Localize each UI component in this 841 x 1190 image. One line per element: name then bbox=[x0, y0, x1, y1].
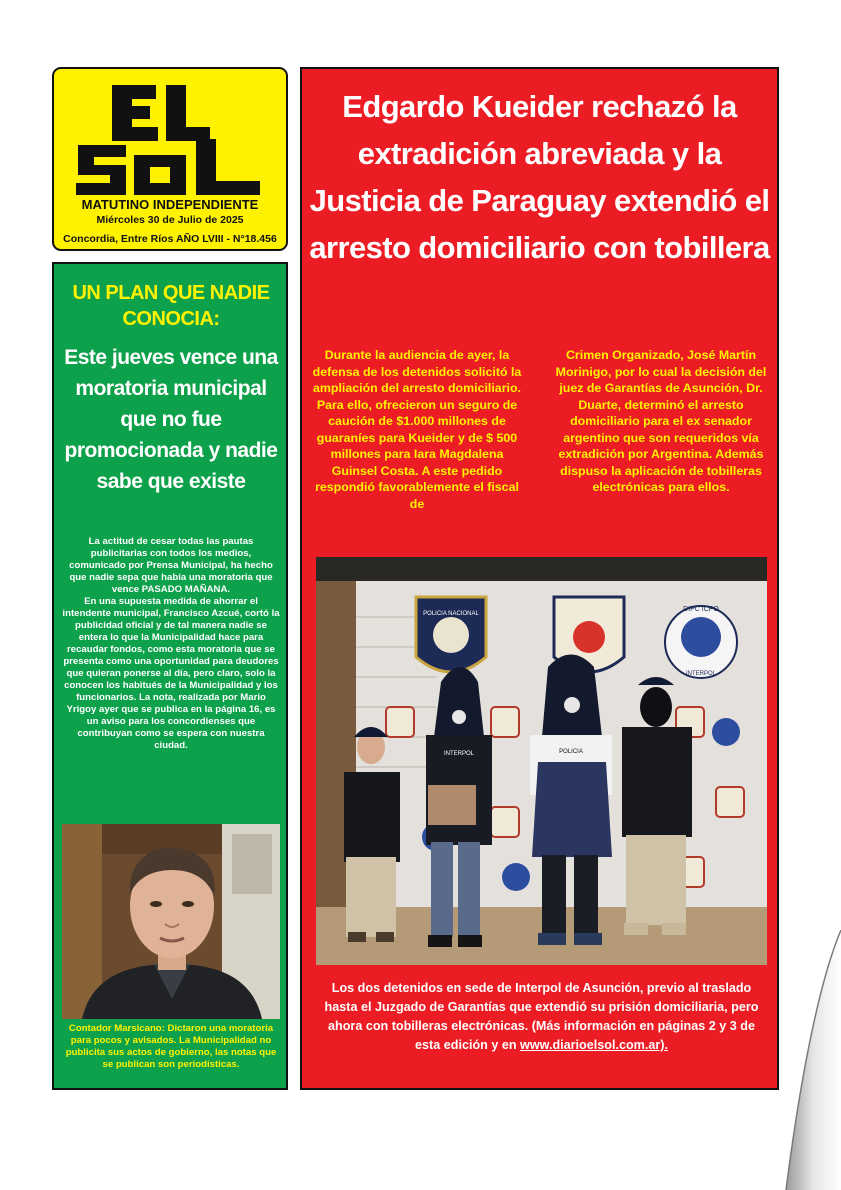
police-seal bbox=[416, 597, 486, 672]
photo-caption-text: Los dos detenidos en sede de Interpol de Asunción, previo al traslado hasta el Juzgado de Garantías que extendió su prisión domiciliaria, pero ahora con tobilleras electrónicas. (Más información en páginas 2 y 3 de esta edición y en bbox=[324, 981, 759, 1052]
sidebar-kicker: UN PLAN QUE NADIE CONOCIA: bbox=[72, 282, 270, 330]
masthead bbox=[52, 67, 288, 251]
website-link[interactable]: www.diarioelsol.com.ar). bbox=[520, 1038, 668, 1052]
sidebar-body-paragraph: En una supuesta medida de ahorrar el intendente municipal, Francisco Azcué, cortó la publicidad oficial y de tal manera nadie se entera lo que la Municipalidad hace para recaudar fondos, como esta moratoria que se presenta como una oportunidad para deudores que quieran ponerse al día, pero claro, solo la conocen los habitués de la Municipalidad y los funcionarios. La nota, realizada por Mario Yrigoy ayer que se publica en la página 16, es un aviso para los concordienses que contribuyan como se espera con nuestra ciudad. bbox=[62, 596, 280, 751]
main-body-column-1: Durante la audiencia de ayer, la defensa de los detenidos solicitó la ampliación del arresto domiciliario. Para ello, ofrecieron un seguro de caución de $1.000 millones de guaraníes para Kueider y de $ 500 millones para Iara Magdalena Guinsel Costa. A este pedido respondió favorablemente el fiscal de bbox=[312, 348, 522, 511]
interpol-detainees-photo bbox=[316, 557, 767, 965]
main-body-column-2: Crimen Organizado, José Martín Morinigo, por lo cual la decisión del juez de Garantías de Asunción, Dr. Duarte, determinó el arresto domiciliario para el ex senador argentino que son requeridos vía extradición por Argentina. Además dispuso la aplicación de tobilleras electrónicas para ellos. bbox=[555, 348, 767, 494]
jacket-police-label: POLICIA bbox=[559, 749, 583, 755]
main-story bbox=[300, 67, 779, 1090]
portrait-photo bbox=[62, 824, 280, 1019]
jacket-interpol-label: INTERPOL bbox=[443, 751, 475, 757]
sidebar-body bbox=[62, 536, 280, 752]
main-photo-caption bbox=[314, 979, 769, 1055]
masthead-tagline: MATUTINO INDEPENDIENTE bbox=[81, 197, 259, 212]
sidebar-headline: Este jueves vence una moratoria municipal que no fue promocionada y nadie sabe que existe bbox=[64, 346, 278, 493]
seal-top-label: POLICIA NACIONAL bbox=[423, 611, 479, 617]
sidebar-body-paragraph: La actitud de cesar todas las pautas publicitarias con todos los medios, comunicado por Prensa Municipal, ha hecho que nadie sepa que había una moratoria que vence PASADO MAÑANA. bbox=[69, 536, 273, 595]
seal-dipc-label: DIPC ICPO bbox=[683, 606, 719, 613]
portrait-caption: Contador Marsicano: Dictaron una moratoria para pocos y avisados. La Municipalidad no publicita sus actos de gobierno, las notas que se publican son periodísticas. bbox=[65, 1023, 277, 1070]
el-sol-logo bbox=[68, 75, 274, 199]
masthead-edition: Concordia, Entre Ríos AÑO LVIII - N°18.456 bbox=[63, 233, 277, 245]
masthead-date: Miércoles 30 de Julio de 2025 bbox=[96, 214, 244, 226]
seal-interpol-label: INTERPOL bbox=[685, 671, 717, 677]
sidebar-story bbox=[52, 262, 288, 1090]
main-headline: Edgardo Kueider rechazó la extradición abreviada y la Justicia de Paraguay extendió el arresto domiciliario con tobillera bbox=[309, 89, 770, 265]
